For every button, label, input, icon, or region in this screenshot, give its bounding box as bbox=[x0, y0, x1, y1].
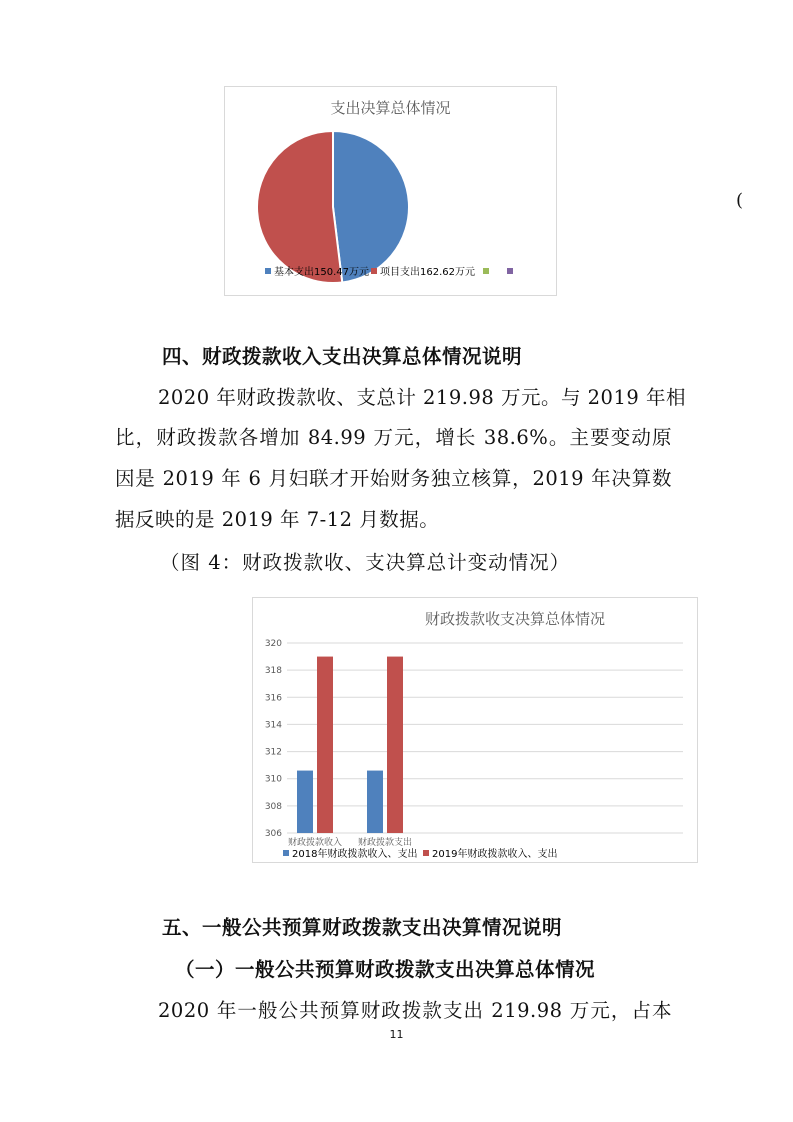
pie-chart-title: 支出决算总体情况 bbox=[330, 99, 451, 117]
pie-legend-swatch-1 bbox=[265, 268, 271, 274]
bar-y-tick-label: 318 bbox=[264, 666, 282, 677]
bar-y-tick-label: 310 bbox=[264, 774, 282, 785]
pie-slice-1 bbox=[333, 131, 409, 282]
pie-legend-label-2: 项目支出162.62万元 bbox=[380, 267, 475, 278]
section5-line-1: 2020 年一般公共预算财政拨款支出 219.98 万元，占本 bbox=[158, 999, 672, 1022]
section5-subheading: （一）一般公共预算财政拨款支出决算总体情况 bbox=[175, 958, 596, 981]
bar-y-tick-label: 306 bbox=[264, 829, 282, 839]
bar-x-tick-label: 财政拨款支出 bbox=[357, 838, 413, 848]
bar-2-series-1 bbox=[367, 771, 383, 833]
section5-heading: 五、一般公共预算财政拨款支出决算情况说明 bbox=[162, 916, 563, 939]
pie-legend-label-1: 基本支出150.47万元 bbox=[274, 267, 369, 278]
page-number: 11 bbox=[389, 1028, 404, 1041]
bar-legend-swatch-2 bbox=[423, 850, 429, 856]
bar-legend-swatch-1 bbox=[283, 850, 289, 856]
bar-legend-label-2: 2019年财政拨款收入、支出 bbox=[432, 849, 558, 860]
pie-chart bbox=[224, 86, 557, 296]
bar-y-tick-label: 314 bbox=[264, 720, 282, 731]
bar-1-series-1 bbox=[297, 771, 313, 833]
bar-y-tick-label: 316 bbox=[264, 693, 282, 704]
bar-y-tick-label: 312 bbox=[264, 747, 282, 758]
bar-chart bbox=[252, 597, 698, 863]
bar-x-tick-label: 财政拨款收入 bbox=[287, 838, 343, 848]
figure-caption: （图 4：财政拨款收、支决算总计变动情况） bbox=[160, 551, 571, 574]
section4-heading: 四、财政拨款收入支出决算总体情况说明 bbox=[162, 345, 523, 368]
section4-line-1: 2020 年财政拨款收、支总计 219.98 万元。与 2019 年相 bbox=[158, 386, 686, 409]
section4-line-4: 据反映的是 2019 年 7-12 月数据。 bbox=[115, 508, 440, 531]
bar-chart-plot bbox=[253, 598, 697, 862]
bar-2-series-2 bbox=[387, 657, 403, 833]
section4-line-2: 比，财政拨款各增加 84.99 万元，增长 38.6%。主要变动原 bbox=[115, 426, 672, 449]
pie-legend-swatch-3 bbox=[483, 268, 489, 274]
section4-line-3: 因是 2019 年 6 月妇联才开始财务独立核算，2019 年决算数 bbox=[115, 467, 672, 490]
bar-legend-label-1: 2018年财政拨款收入、支出 bbox=[292, 849, 418, 860]
bar-chart-title: 财政拨款收支决算总体情况 bbox=[424, 610, 605, 628]
pie-slice-2 bbox=[257, 131, 342, 283]
pie-legend-swatch-2 bbox=[371, 268, 377, 274]
bar-y-tick-label: 320 bbox=[264, 639, 282, 649]
stray-mark: ( bbox=[736, 190, 744, 211]
pie-legend-swatch-4 bbox=[507, 268, 513, 274]
bar-y-tick-label: 308 bbox=[264, 801, 282, 812]
bar-1-series-2 bbox=[317, 657, 333, 833]
pie-chart-plot bbox=[225, 87, 556, 295]
